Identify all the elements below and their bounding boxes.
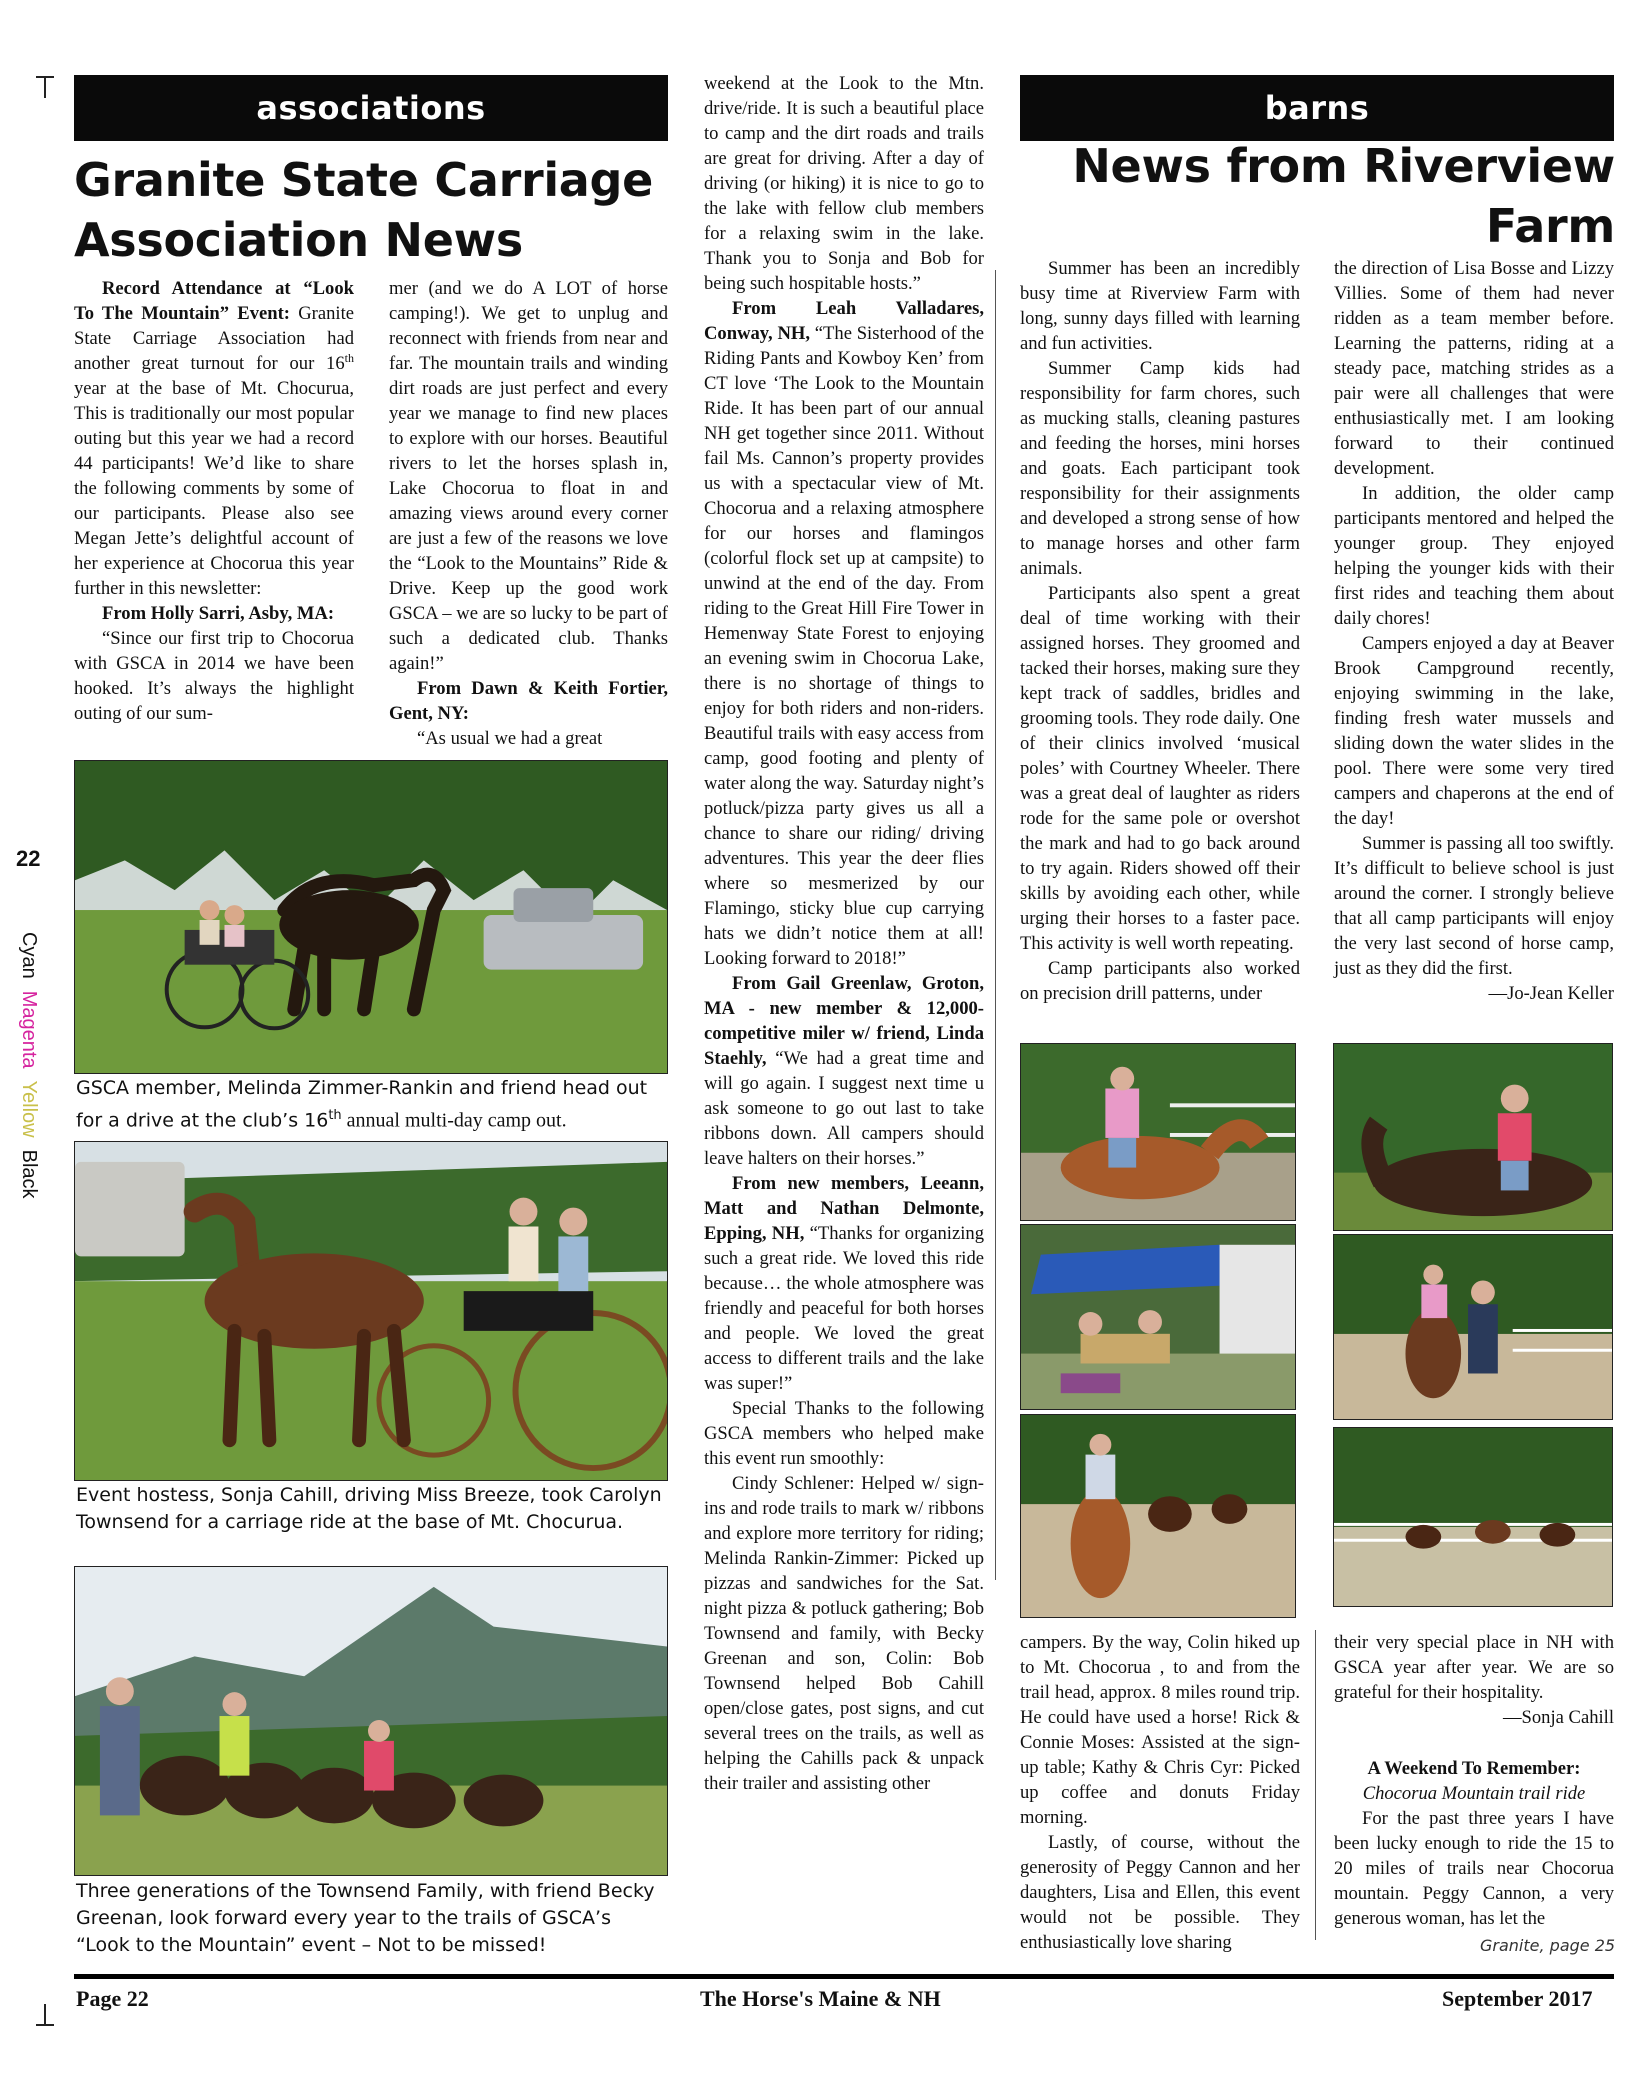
caption-photo1-sup: th	[328, 1108, 342, 1123]
caption-photo2: Event hostess, Sonja Cahill, driving Miss Breeze, took Carolyn Townsend for a carriage ride at the base of Mt. Chocurua.	[76, 1484, 662, 1533]
riverview-p1: Summer has been an incredibly busy time at Riverview Farm with long, sunny days filled with learning and fun activities.	[1020, 258, 1300, 354]
column-rule-right	[1315, 1630, 1316, 1940]
color-yellow: Yellow	[18, 1080, 40, 1138]
caption-photo3: Three generations of the Townsend Family, with friend Becky Greenan, look forward every year to the trails of GSCA’s “Look to the Mountain” event – Not to be missed!	[76, 1880, 655, 1956]
photo-arena-riders	[1020, 1414, 1296, 1618]
thanks-intro: Special Thanks to the following GSCA members who helped make this event run smoothly:	[704, 1398, 984, 1469]
thanks-list: Cindy Schlener: Helped w/ sign-ins and rode trails to mark w/ ribbons and explore more territory for riding; Melinda Rankin-Zimmer: Picked up pizzas and sandwiches for the Sat. night pizza & potluck gathering; Bob Townsend and family, with Becky Greenan and son, Colin: Bob Townsend helped Bob Cahill open/close gates, post signs, and cut several trees on the trails, as well as helping the Cahills pack & unpack their trailer and assisting other	[704, 1473, 984, 1794]
article-right-col4	[1020, 256, 1300, 1006]
riverview-p2: Summer Camp kids had responsibility for farm chores, such as mucking stalls, cleaning pastures and feeding the horses, mini horses and goats. Each participant took responsibility for their assignments and developed a strong sense of how to manage horses and other farm animals.	[1020, 358, 1300, 579]
article-left-col3	[704, 71, 984, 1796]
crop-mark-top	[36, 76, 54, 98]
lead-heading: Record Attendance at “Look To The Mountain” Event:	[74, 278, 354, 324]
cont-col4-text: campers. By the way, Colin hiked up to Mt. Chocorua , to and from the trail head, approx. 8 miles round trip. He could have used a horse! Rick & Connie Moses: Assisted at the sign-up table; Kathy & Chris Cyr: Picked up coffee and donuts Friday morning.	[1020, 1632, 1300, 1828]
headline-gsca: Granite State Carriage Association News	[74, 153, 654, 267]
byline-greenlaw: From Gail Greenlaw, Groton, MA - new member & 12,000-competitive miler w/ friend, Linda Staehly,	[704, 973, 984, 1069]
footer-date: September 2017	[1442, 1986, 1593, 2011]
article-left-cont-col5	[1334, 1630, 1614, 1931]
subarticle-subtitle: Chocorua Mountain trail ride	[1362, 1783, 1586, 1804]
photo-drill-practice	[1333, 1427, 1613, 1607]
photo-girl-riding-chestnut	[1020, 1043, 1296, 1221]
byline-valladares: From Leah Valladares, Conway, NH,	[704, 298, 984, 344]
subarticle-title: A Weekend To Remember:	[1367, 1758, 1581, 1779]
riverview-p8: Summer is passing all too swiftly. It’s difficult to believe school is just around the corner. I strongly believe that all camp participants will enjoy the very last second of horse camp, just as they did the first.	[1334, 833, 1614, 979]
photo-townsend-family	[74, 1566, 668, 1876]
riverview-p3: Participants also spent a great deal of time working with their assigned horses. They groomed and tacked their horses, making sure they kept track of saddles, bridles and grooming tools. They rode daily. One of their clinics involved ‘musical poles’ with Courtney Wheeler. There was a great deal of laughter as riders rode for the same pole or overshot the mark and had to go back around to try again. Riders showed off their skills by avoiding each other, while urging their horses to a faster pace. This activity is well worth repeating.	[1020, 583, 1300, 954]
riverview-p5: the direction of Lisa Bosse and Lizzy Villies. Some of them had never ridden as a team member before. Learning the patterns, riding at a steady pace, matching strides as a pair were all challenges that were enthusiastically met. I am looking forward to their continued development.	[1334, 258, 1614, 479]
color-magenta: Magenta	[18, 990, 40, 1069]
crop-mark-bottom	[36, 2004, 54, 2026]
gsca-signature: —Sonja Cahill	[1502, 1707, 1614, 1728]
column-rule-center	[995, 270, 996, 1580]
byline-delmonte: From new members, Leeann, Matt and Nathan Delmonte, Epping, NH,	[704, 1173, 984, 1244]
photo-instructor-pony	[1333, 1234, 1613, 1420]
subarticle-p1: For the past three years I have been lucky enough to ride the 15 to 20 miles of trails near Chocorua mountain. Peggy Cannon, a very generous woman, has let the	[1334, 1808, 1614, 1929]
article-left-col1	[74, 276, 354, 726]
col1-sup: th	[344, 350, 354, 365]
quote-greenlaw: “We had a great time and will go again. I suggest next time u ask someone to go out last to take ribbons down. All campers should leave halters on their horses.”	[704, 1048, 984, 1169]
photo-boy-riding	[1333, 1043, 1613, 1231]
side-page-number: 22	[16, 846, 41, 871]
quote-delmonte: “Thanks for organizing such a great ride. We loved this ride because… the whole atmosphere was friendly and peaceful for both horses and people. We loved the great access to different trails and the lake was super!”	[704, 1223, 984, 1394]
continued-note: Granite, page 25	[1480, 1936, 1616, 1955]
cont-col4-text-2: Lastly, of course, without the generosity of Peggy Cannon and her daughters, Lisa and Ellen, this event would not be possible. They enthusiastically love sharing	[1020, 1832, 1300, 1953]
riverview-p4: Camp participants also worked on precision drill patterns, under	[1020, 958, 1300, 1004]
caption-photo1-text: GSCA member, Melinda Zimmer-Rankin and friend head out for a drive at the club’s 16	[76, 1077, 648, 1132]
footer-page: Page 22	[76, 1986, 149, 2011]
caption-photo1	[76, 1075, 676, 1134]
quote-fortier-cont: weekend at the Look to the Mtn. drive/ride. It is such a beautiful place to camp and the dirt roads and trails are great for driving. After a day of driving (or hiking) it is nice to go to the lake with fellow club members for a relaxing swim in the lake. Thank you to Sonja and Bob for being such hospitable hosts.”	[704, 73, 984, 294]
riverview-signature: —Jo-Jean Keller	[1488, 983, 1614, 1004]
color-registration-strip	[17, 932, 40, 1211]
quote-valladares: “The Sisterhood of the Riding Pants and Kowboy Ken’ from CT love ‘The Look to the Mountain Ride. It has been part of our annual NH get together since 2011. Without fail Ms. Cannon’s property provides us with a spectacular view of Mt. Chocorua and a relaxing atmosphere for our horses and flamingos (colorful flock set up at campsite) to unwind at the end of the day. From riding to the Great Hill Fire Tower in Hemenway State Forest to enjoying an evening swim in Chocorua Lake, there is no shortage of things to enjoy for both riders and non-riders. Beautiful trails with easy access from camp, good footing and plenty of water along the way. Saturday night’s potluck/pizza party gives us all a chance to share our riding/ driving adventures. This year the deer flies where so mesmerized by our Flamingo, sticky blue cup carrying hats we didn’t notice them at all! Looking forward to 2018!”	[704, 323, 984, 969]
section-bar-barns: barns	[1020, 75, 1614, 141]
quote-holly-cont: mer (and we do A LOT of horse camping!). We get to unplug and reconnect with friends from near and far. The mountain trails and winding dirt roads are just perfect and every year we manage to find new places to explore with our horses. Beautiful rivers to let the horses splash in, Lake Chocorua to float in and amazing views around every corner are just a few of the reasons we love the “Look to the Mountains” Ride & Drive. Keep up the good work GSCA – we are so lucky to be part of such a dedicated club. Thanks again!”	[389, 278, 668, 674]
quote-holly: “Since our first trip to Chocorua with GSCA in 2014 we have been hooked. It’s always the highlight outing of our sum-	[74, 628, 354, 724]
footer-publication: The Horse's Maine & NH	[700, 1986, 941, 2011]
cont-col5-text: their very special place in NH with GSCA year after year. We are so grateful for their hospitality.	[1334, 1632, 1614, 1703]
photo-campsite-tent	[1020, 1224, 1296, 1410]
color-black: Black	[18, 1149, 40, 1199]
color-cyan: Cyan	[18, 932, 40, 979]
photo-carriage-drive	[74, 760, 668, 1074]
quote-fortier: “As usual we had a great	[417, 728, 603, 749]
col1-text-b: year at the base of Mt. Chocurua, This is traditionally our most popular outing but this year we had a record 44 participants! We’d like to share the following comments by some of our participants. Please also see Megan Jette’s delightful account of her experience at Chocorua this year further in this newsletter:	[74, 378, 354, 599]
riverview-p7: Campers enjoyed a day at Beaver Brook Campground recently, enjoying swimming in the lake, finding fresh water mussels and sliding down the water slides in the pool. There were some very tired campers and chaperons at the end of the day!	[1334, 633, 1614, 829]
photo-sonja-carriage	[74, 1141, 668, 1481]
col1-text: Granite State Carriage Association had another great turnout for our 16	[74, 303, 354, 374]
byline-holly: From Holly Sarri, Asby, MA:	[102, 603, 335, 624]
byline-fortier: From Dawn & Keith Fortier, Gent, NY:	[389, 678, 668, 724]
caption-photo1-end: annual multi-day camp out.	[341, 1109, 567, 1132]
riverview-p6: In addition, the older camp participants mentored and helped the younger group. They enjoyed helping the younger kids with their first rides and teaching them about daily chores!	[1334, 483, 1614, 629]
headline-riverview: News from Riverview Farm	[1072, 139, 1615, 253]
section-bar-associations: associations	[74, 75, 668, 141]
article-right-col5	[1334, 256, 1614, 1006]
article-left-cont-col4	[1020, 1630, 1300, 1955]
footer-rule	[74, 1974, 1614, 1979]
article-left-col2	[389, 276, 668, 751]
